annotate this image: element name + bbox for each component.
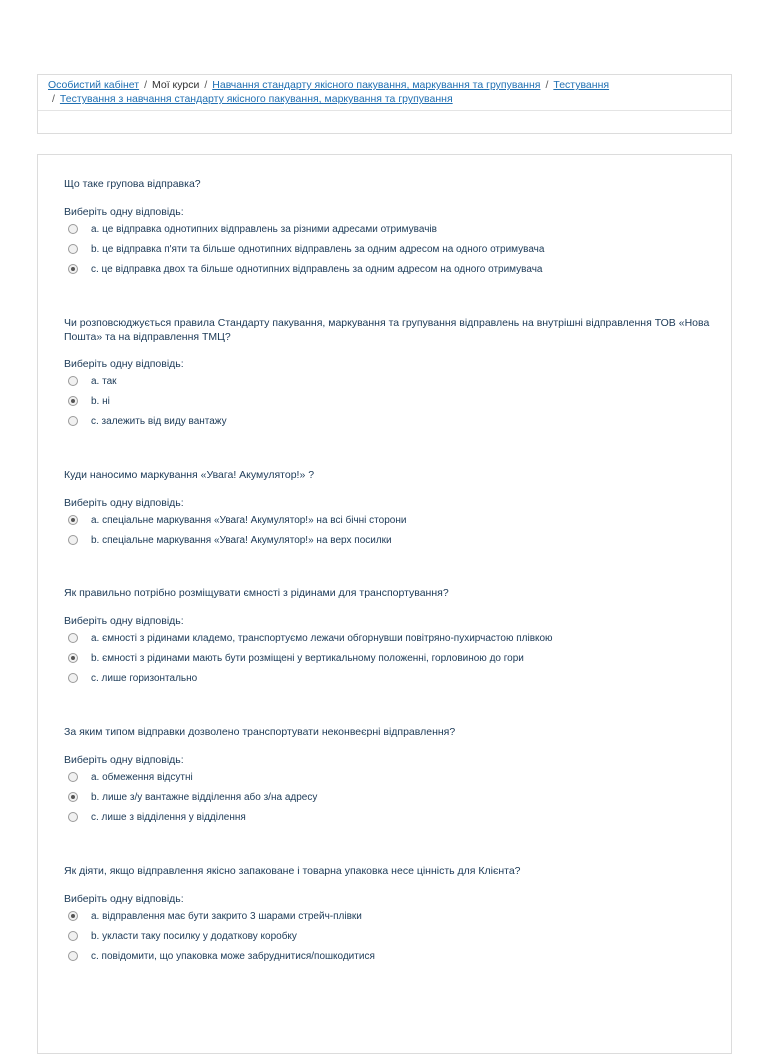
- answer-option-a[interactable]: [68, 222, 437, 236]
- answer-prompt: Виберіть одну відповідь:: [64, 206, 184, 218]
- radio-button[interactable]: [68, 416, 78, 426]
- answer-option-b[interactable]: [68, 929, 297, 943]
- option-label: c. повідомити, що упаковка може забруднитися/пошкодитися: [91, 950, 375, 962]
- radio-button-selected[interactable]: [68, 264, 78, 274]
- option-label: a. це відправка однотипних відправлень за різними адресами отримувачів: [91, 223, 437, 235]
- answer-option-a[interactable]: [68, 513, 406, 527]
- breadcrumb-separator: /: [204, 79, 208, 91]
- radio-button[interactable]: [68, 931, 78, 941]
- question-3: [64, 468, 714, 546]
- radio-button[interactable]: [68, 535, 78, 545]
- answer-option-c[interactable]: [68, 671, 197, 685]
- breadcrumb: [48, 79, 728, 92]
- breadcrumb-link-dashboard[interactable]: Особистий кабінет: [48, 79, 140, 91]
- option-label: a. обмеження відсутні: [91, 771, 193, 783]
- answer-prompt: Виберіть одну відповідь:: [64, 893, 184, 905]
- radio-button-selected[interactable]: [68, 396, 78, 406]
- option-label: c. лише з відділення у відділення: [91, 811, 246, 823]
- answer-prompt: Виберіть одну відповідь:: [64, 497, 184, 509]
- radio-button[interactable]: [68, 376, 78, 386]
- option-label: b. укласти таку посилку у додаткову коробку: [91, 930, 297, 942]
- option-label: b. спеціальне маркування «Увага! Акумулятор!» на верх посилки: [91, 534, 392, 546]
- answer-option-a[interactable]: [68, 909, 362, 923]
- radio-button-selected[interactable]: [68, 792, 78, 802]
- option-label: b. лише з/у вантажне відділення або з/на адресу: [91, 791, 318, 803]
- breadcrumb-link-course[interactable]: Навчання стандарту якісного пакування, маркування та групування: [212, 79, 541, 91]
- question-text: Як правильно потрібно розміщувати ємності з рідинами для транспортування?: [64, 587, 449, 599]
- breadcrumb-link-quiz[interactable]: Тестування з навчання стандарту якісного пакування, маркування та групування: [59, 93, 453, 105]
- radio-button-selected[interactable]: [68, 515, 78, 525]
- answer-prompt: Виберіть одну відповідь:: [64, 615, 184, 627]
- answer-option-b[interactable]: [68, 394, 110, 408]
- radio-button-selected[interactable]: [68, 653, 78, 663]
- breadcrumb-link-testing[interactable]: Тестування: [553, 79, 610, 91]
- radio-button[interactable]: [68, 633, 78, 643]
- question-text: Як діяти, якщо відправлення якісно запаковане і товарна упаковка несе цінність для Клієнта?: [64, 865, 521, 877]
- question-text: Куди наносимо маркування «Увага! Акумулятор!» ?: [64, 469, 315, 481]
- option-label: c. лише горизонтально: [91, 672, 198, 684]
- answer-option-c[interactable]: [68, 262, 542, 276]
- option-label: b. це відправка п'яти та більше однотипних відправлень за одним адресом на одного отримувача: [91, 243, 545, 255]
- breadcrumb-separator: /: [52, 93, 55, 105]
- radio-button-selected[interactable]: [68, 911, 78, 921]
- quiz-panel: [37, 154, 732, 1054]
- breadcrumb-row-2: [52, 93, 732, 106]
- question-6: [64, 864, 714, 962]
- radio-button[interactable]: [68, 244, 78, 254]
- answer-option-b[interactable]: [68, 651, 524, 665]
- radio-button[interactable]: [68, 673, 78, 683]
- answer-prompt: Виберіть одну відповідь:: [64, 358, 184, 370]
- option-label: c. це відправка двох та більше однотипних відправлень за одним адресом на одного отримувача: [91, 263, 543, 275]
- radio-button[interactable]: [68, 772, 78, 782]
- option-label: a. відправлення має бути закрито 3 шарами стрейч-плівки: [91, 910, 362, 922]
- option-label: a. спеціальне маркування «Увага! Акумулятор!» на всі бічні сторони: [91, 514, 407, 526]
- answer-option-a[interactable]: [68, 770, 193, 784]
- radio-button[interactable]: [68, 951, 78, 961]
- answer-option-c[interactable]: [68, 414, 227, 428]
- question-2: [64, 316, 714, 427]
- answer-option-b[interactable]: [68, 790, 317, 804]
- answer-option-a[interactable]: [68, 631, 553, 645]
- question-text: За яким типом відправки дозволено транспортувати неконвеєрні відправлення?: [64, 726, 456, 738]
- answer-option-a[interactable]: [68, 374, 117, 388]
- answer-option-c[interactable]: [68, 810, 246, 824]
- question-text: Що таке групова відправка?: [64, 178, 201, 190]
- option-label: a. так: [91, 375, 117, 387]
- option-label: c. залежить від виду вантажу: [91, 415, 227, 427]
- question-text: Чи розповсюджується правила Стандарту пакування, маркування та групування відправлень на внутрішні відправлення ТОВ «Нова Пошта» та на відправлення ТМЦ?: [64, 317, 710, 343]
- breadcrumb-item-my-courses: Мої курси: [152, 79, 200, 91]
- radio-button[interactable]: [68, 224, 78, 234]
- breadcrumb-panel: [37, 74, 732, 134]
- question-1: [64, 177, 714, 275]
- breadcrumb-separator: /: [144, 79, 147, 91]
- answer-option-b[interactable]: [68, 242, 544, 256]
- breadcrumb-divider: [38, 110, 731, 111]
- question-4: [64, 586, 714, 684]
- answer-prompt: Виберіть одну відповідь:: [64, 754, 184, 766]
- answer-option-b[interactable]: [68, 533, 392, 547]
- answer-option-c[interactable]: [68, 949, 375, 963]
- option-label: a. ємності з рідинами кладемо, транспортуємо лежачи обгорнувши повітряно-пухирчастою плівкою: [91, 632, 553, 644]
- radio-button[interactable]: [68, 812, 78, 822]
- option-label: b. ємності з рідинами мають бути розміщені у вертикальному положенні, горловиною до гори: [91, 652, 524, 664]
- question-5: [64, 725, 714, 823]
- option-label: b. ні: [91, 395, 110, 407]
- breadcrumb-separator: /: [545, 79, 549, 91]
